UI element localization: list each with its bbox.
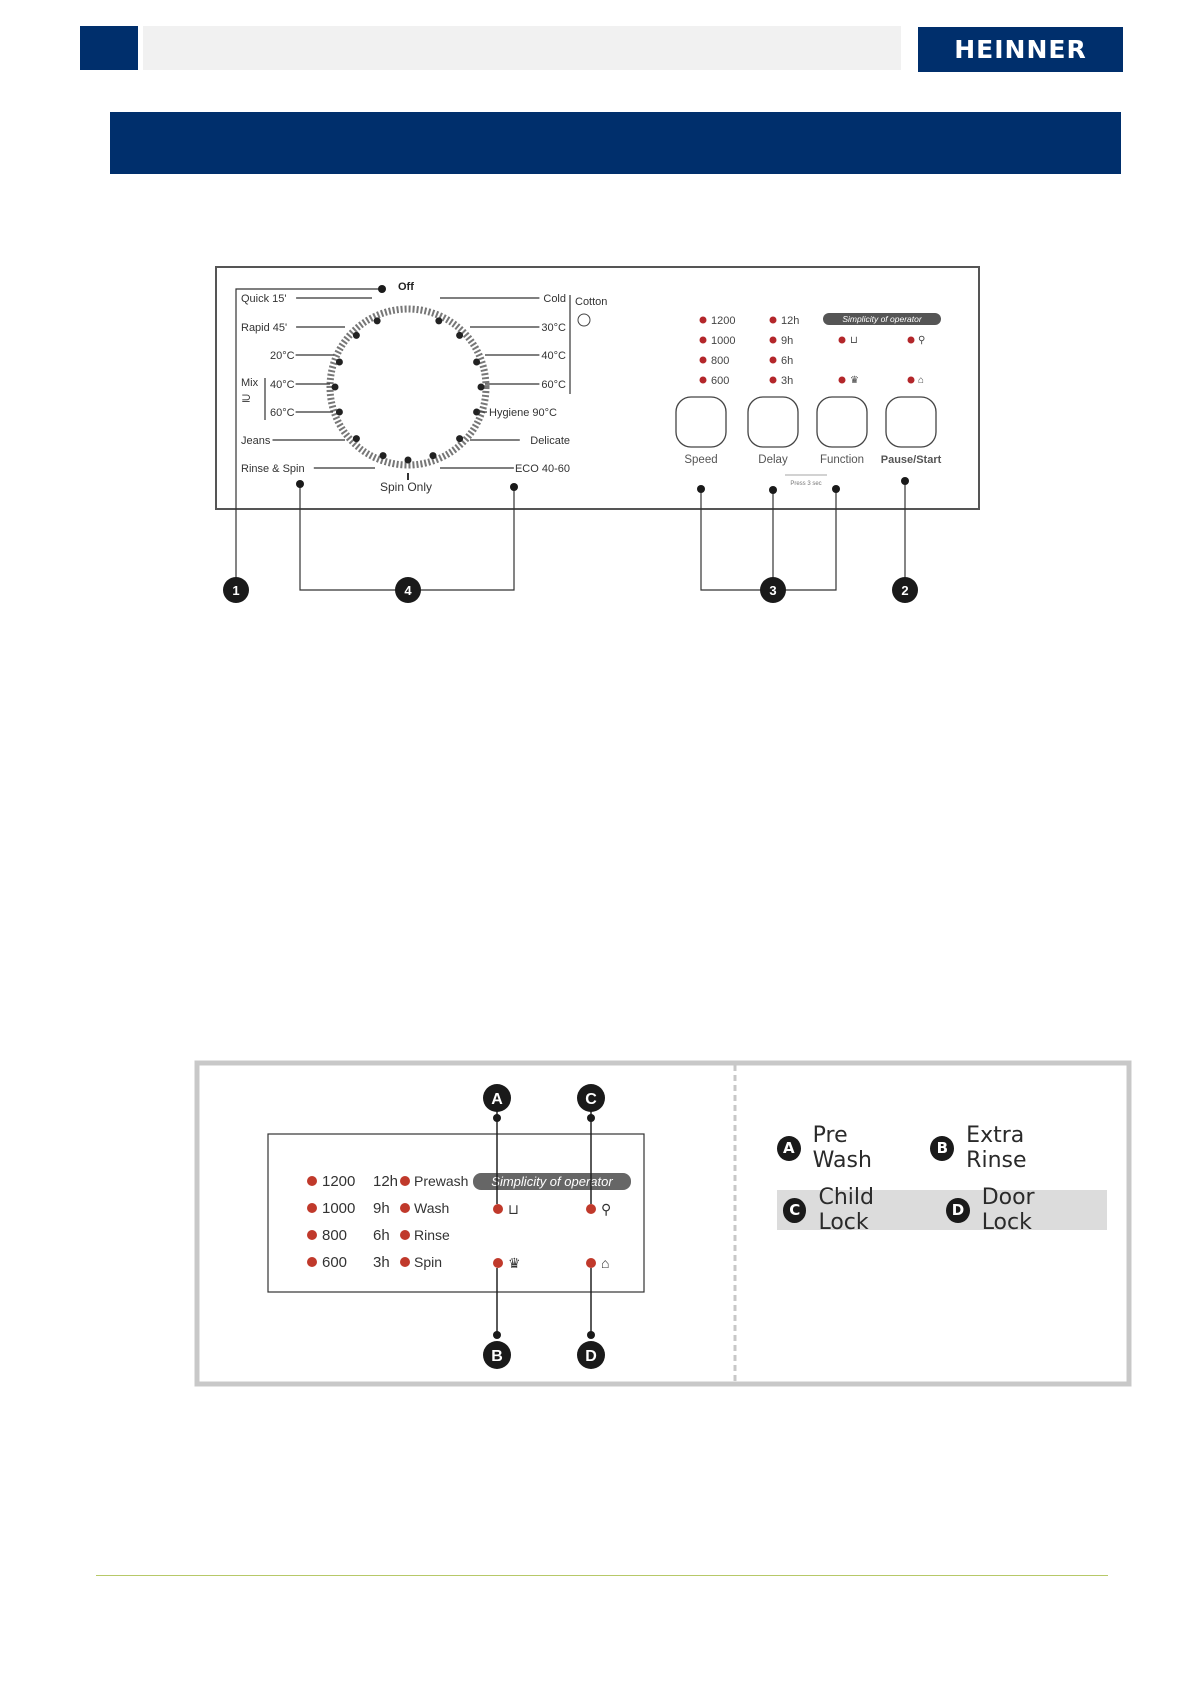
footer-rule — [96, 1575, 1108, 1576]
legend-item-child-lock — [783, 1185, 924, 1235]
mix-icon: ⊇ — [241, 391, 252, 405]
detail-function-led — [400, 1203, 410, 1213]
legend-item-pre-wash — [777, 1123, 908, 1173]
detail-door-lock-icon: ⌂ — [601, 1255, 610, 1271]
program-label-right: 30°C — [541, 322, 566, 334]
dial-position-dot — [405, 457, 412, 464]
cotton-label: Cotton — [575, 296, 608, 308]
speed-led — [700, 377, 707, 384]
dial-off-label: Off — [398, 281, 414, 293]
door-lock-icon: ⌂ — [918, 375, 925, 386]
program-label-left: 60°C — [270, 407, 295, 419]
detail-function-label: Rinse — [414, 1227, 450, 1243]
detail-speed-label: 600 — [322, 1254, 348, 1271]
speed-led — [700, 357, 707, 364]
program-dial — [330, 309, 486, 465]
legend-item-door-lock — [946, 1185, 1085, 1235]
detail-child-lock-icon: ⚲ — [601, 1201, 612, 1217]
detail-speed-label: 1000 — [322, 1200, 356, 1217]
program-label-right: Cold — [543, 293, 566, 305]
detail-function-led — [400, 1230, 410, 1240]
program-label-left: 40°C — [270, 379, 295, 391]
indicator-legend — [777, 1123, 1107, 1252]
callout-number: 2 — [901, 583, 909, 598]
detail-speed-label: 1200 — [322, 1173, 356, 1190]
detail-delay-label: 6h — [373, 1227, 390, 1244]
dial-position-dot — [353, 332, 360, 339]
press-hint: Press 3 sec — [790, 481, 822, 487]
dial-position-dot — [353, 435, 360, 442]
speed-led-label: 1000 — [711, 335, 736, 347]
delay-led-label: 3h — [781, 375, 794, 387]
program-label-left: Quick 15' — [241, 293, 287, 305]
child-lock-icon: ⚲ — [918, 335, 926, 346]
program-label-left: Rinse & Spin — [241, 463, 305, 475]
detail-speed-led — [307, 1203, 317, 1213]
dial-position-dot — [336, 408, 343, 415]
program-label-left: 20°C — [270, 350, 295, 362]
speed-led — [700, 337, 707, 344]
legend-row-1 — [777, 1123, 1107, 1173]
detail-callout-letter: B — [491, 1348, 503, 1365]
dial-position-dot — [478, 384, 485, 391]
detail-delay-label: 12h — [373, 1173, 399, 1190]
detail-callout-letter: A — [491, 1091, 503, 1108]
badge-c: C — [783, 1198, 806, 1223]
badge-d: D — [946, 1198, 969, 1223]
detail-extra-rinse-icon: ♛ — [508, 1255, 521, 1271]
badge-a: A — [777, 1136, 801, 1161]
badge-b: B — [930, 1136, 954, 1161]
speed-led — [700, 317, 707, 324]
dial-position-dot — [336, 359, 343, 366]
detail-function-label: Wash — [414, 1200, 450, 1216]
detail-speed-led — [307, 1176, 317, 1186]
program-label-left: Rapid 45' — [241, 322, 288, 334]
legend-label: Child Lock — [818, 1185, 874, 1235]
program-label-left: Jeans — [241, 435, 271, 447]
legend-label: Pre Wash — [812, 1123, 872, 1173]
callout-number: 4 — [404, 583, 412, 598]
legend-label: Extra Rinse — [966, 1123, 1027, 1173]
logo-text: HEINNER — [954, 35, 1087, 64]
dial-position-dot — [456, 435, 463, 442]
speed-led-label: 600 — [711, 375, 730, 387]
detail-callout-letter: C — [585, 1091, 597, 1108]
detail-function-led — [400, 1257, 410, 1267]
detail-callout-letter: D — [585, 1348, 597, 1365]
program-label-right: Delicate — [530, 435, 570, 447]
delay-led-label: 12h — [781, 315, 800, 327]
program-label-right: Hygiene 90°C — [489, 407, 557, 419]
program-label-right: 60°C — [541, 379, 566, 391]
callout-number: 1 — [232, 583, 240, 598]
spin-only-label: Spin Only — [380, 480, 433, 494]
extra-rinse-icon: ♛ — [850, 375, 859, 386]
control-panel-diagram — [0, 0, 1191, 640]
delay-button-label: Delay — [758, 454, 788, 466]
function-button-label: Function — [819, 454, 865, 466]
detail-simplicity-label: Simplicity of operator — [491, 1174, 613, 1189]
function-button[interactable] — [817, 397, 867, 447]
delay-led — [770, 377, 777, 384]
delay-button[interactable] — [748, 397, 798, 447]
dial-position-dot — [374, 317, 381, 324]
mix-label: Mix — [241, 377, 259, 389]
dial-position-dot — [429, 452, 436, 459]
detail-delay-label: 3h — [373, 1254, 390, 1271]
detail-speed-led — [307, 1257, 317, 1267]
speed-button-label: Speed — [684, 454, 718, 466]
dial-position-dot — [456, 332, 463, 339]
delay-led-label: 6h — [781, 355, 794, 367]
speed-led-label: 1200 — [711, 315, 736, 327]
callout-number: 3 — [769, 583, 777, 598]
pause-start-button[interactable] — [886, 397, 936, 447]
detail-function-label: Prewash — [414, 1173, 469, 1189]
legend-row-2 — [777, 1185, 1107, 1235]
detail-function-led — [400, 1176, 410, 1186]
delay-led — [770, 337, 777, 344]
dial-position-dot — [435, 317, 442, 324]
delay-led-label: 9h — [781, 335, 794, 347]
prewash-icon: ⊔ — [850, 335, 858, 346]
dial-position-dot — [473, 359, 480, 366]
speed-button[interactable] — [676, 397, 726, 447]
legend-label: Door Lock — [981, 1185, 1035, 1235]
detail-speed-led — [307, 1230, 317, 1240]
delay-led — [770, 317, 777, 324]
detail-prewash-icon: ⊔ — [508, 1201, 519, 1217]
delay-led — [770, 357, 777, 364]
pause-start-button-label: Pause/Start — [880, 454, 942, 466]
detail-delay-label: 9h — [373, 1200, 390, 1217]
detail-speed-label: 800 — [322, 1227, 348, 1244]
speed-led-label: 800 — [711, 355, 730, 367]
dial-position-dot — [380, 452, 387, 459]
legend-item-extra-rinse — [930, 1123, 1085, 1173]
program-label-right: ECO 40-60 — [514, 463, 570, 475]
simplicity-label: Simplicity of operator — [842, 314, 922, 324]
program-label-right: 40°C — [541, 350, 566, 362]
dial-position-dot — [332, 384, 339, 391]
detail-function-label: Spin — [414, 1254, 443, 1270]
